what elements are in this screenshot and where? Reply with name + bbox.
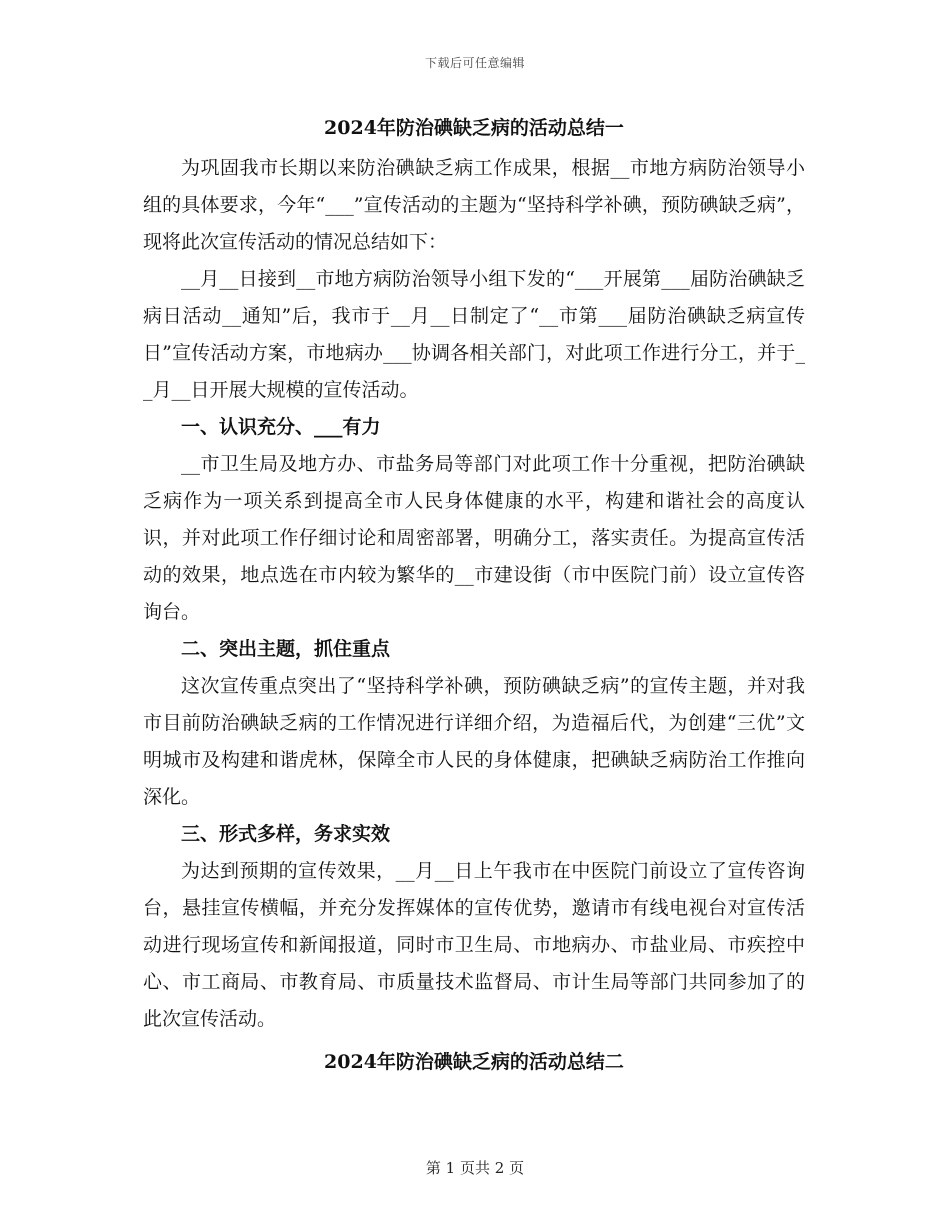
section-heading-1: 一、认识充分、___有力 [181, 416, 381, 438]
paragraph-3: __市卫生局及地方办、市盐务局等部门对此项工作十分重视，把防治碘缺乏病作为一项关系到提高全市人民身体健康的水平，构建和谐社会的高度认识，并对此项工作仔细讨论和周密部署，明确分工，落实责任。为提高宣传活动的效果，地点选在市内较为繁华的__市建设街（市中医院门前）设立宣传咨询台。 [143, 453, 805, 623]
paragraph-5: 为达到预期的宣传效果，__月__日上午我市在中医院门前设立了宣传咨询台，悬挂宣传横幅，并充分发挥媒体的宣传优势，邀请市有线电视台对宣传活动进行现场宣传和新闻报道，同时市卫生局、市地病办、市盐业局、市疾控中心、市工商局、市教育局、市质量技术监督局、市计生局等部门共同参加了的此次宣传活动。 [143, 860, 805, 1030]
header-note: 下载后可任意编辑 [424, 56, 525, 70]
paragraph-1: 为巩固我市长期以来防治碘缺乏病工作成果，根据__市地方病防治领导小组的具体要求，今年“___”宣传活动的主题为“坚持科学补碘，预防碘缺乏病”，现将此次宣传活动的情况总结如下： [143, 157, 805, 253]
page-number: 第 1 页共 2 页 [425, 1159, 525, 1177]
document-title-2: 2024年防治碘缺乏病的活动总结二 [324, 1051, 624, 1073]
section-heading-2: 二、突出主题，抓住重点 [181, 638, 391, 660]
document-body [143, 112, 805, 1084]
paragraph-4: 这次宣传重点突出了“坚持科学补碘，预防碘缺乏病”的宣传主题，并对我市目前防治碘缺乏病的工作情况进行详细介绍，为造福后代，为创建“三优”文明城市及构建和谐虎林，保障全市人民的身体健康，把碘缺乏病防治工作推向深化。 [143, 675, 805, 808]
paragraph-2: __月__日接到__市地方病防治领导小组下发的“___开展第___届防治碘缺乏病日活动__通知”后，我市于__月__日制定了“__市第___届防治碘缺乏病宣传日”宣传活动方案，市地病办___协调各相关部门，对此项工作进行分工，并于__月__日开展大规模的宣传活动。 [143, 268, 805, 401]
document-title-1: 2024年防治碘缺乏病的活动总结一 [324, 117, 624, 139]
section-heading-3: 三、形式多样，务求实效 [181, 823, 391, 845]
